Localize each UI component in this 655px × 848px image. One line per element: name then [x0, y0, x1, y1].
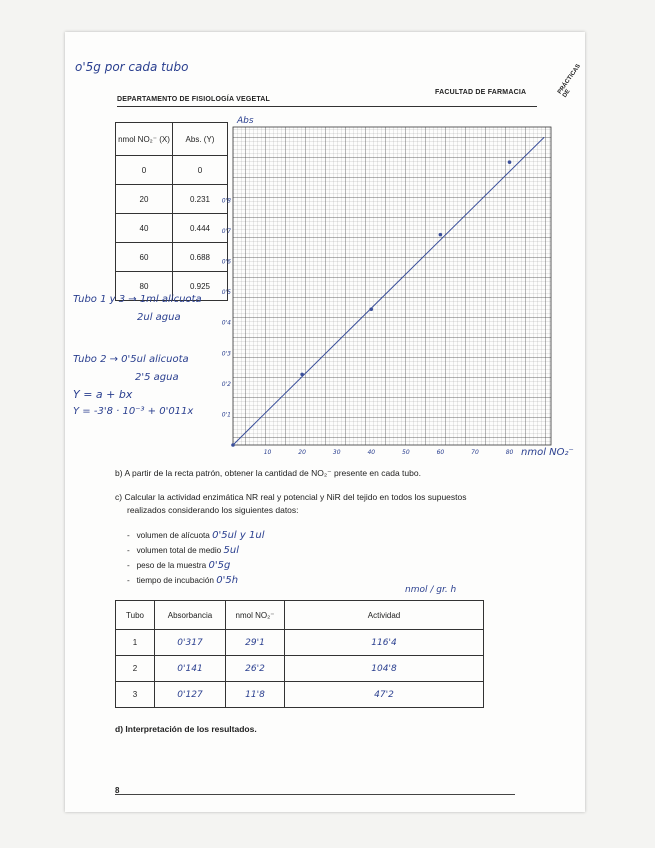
question-c-line1: c) Calcular la actividad enzimática NR real y potencial y NiR del tejido en todos los supuestos [115, 492, 467, 502]
x-tick-label: 50 [402, 449, 410, 456]
std-cell: 0.231 [173, 185, 228, 214]
table-row [116, 243, 228, 272]
data-point [508, 160, 512, 164]
question-d: d) Interpretación de los resultados. [115, 724, 257, 734]
res-header: Absorbancia [155, 601, 226, 630]
document-page [65, 32, 585, 812]
std-cell: 0 [173, 156, 228, 185]
question-c-line2: realizados considerando los siguientes datos: [127, 505, 299, 515]
equation-general: Y = a + bx [73, 388, 133, 401]
bullet-label: volumen total de medio [136, 546, 222, 555]
corner-label: PRÁCTICAS DE [557, 63, 582, 99]
list-item: - tiempo de incubación 0'5h [127, 575, 239, 586]
note-tubo2-line2: 2'5 agua [135, 372, 179, 383]
x-tick-label: 30 [332, 449, 341, 456]
std-cell: 80 [116, 272, 173, 301]
bullet-value: 5ul [223, 545, 239, 556]
list-item: - volumen total de medio 5ul [127, 545, 239, 556]
y-tick-label: 0'1 [221, 411, 231, 419]
x-tick-label: 20 [298, 449, 306, 456]
std-cell: 40 [116, 214, 173, 243]
table-row [116, 214, 228, 243]
header-rule [117, 106, 537, 107]
res-cell: 3 [116, 682, 155, 708]
res-cell: 104'8 [285, 656, 484, 682]
x-tick-label: 80 [505, 449, 514, 456]
y-tick-label: 0'5 [221, 289, 231, 297]
std-header-y: Abs. (Y) [173, 123, 228, 156]
x-tick-label: 40 [367, 449, 376, 456]
res-cell: 47'2 [285, 682, 484, 708]
list-item: - volumen de alícuota 0'5ul y 1ul [127, 530, 265, 541]
table-row [116, 630, 484, 656]
results-table [115, 600, 484, 708]
y-tick-label: 0'8 [221, 197, 231, 205]
faculty-header: FACULTAD DE FARMACIA [435, 89, 527, 96]
table-row [116, 185, 228, 214]
res-cell: 2 [116, 656, 155, 682]
note-tubo13-line2: 2ul agua [137, 312, 181, 323]
res-cell: 1 [116, 630, 155, 656]
y-tick-label: 0'2 [221, 380, 231, 388]
std-cell: 20 [116, 185, 173, 214]
equation-fitted: Y = -3'8 · 10⁻³ + 0'011x [73, 406, 194, 417]
data-point [439, 233, 443, 237]
bullet-label: peso de la muestra [136, 561, 207, 570]
res-header: Actividad [285, 601, 484, 630]
question-b: b) A partir de la recta patrón, obtener la cantidad de NO₂⁻ presente en cada tubo. [115, 468, 421, 478]
std-cell: 0.925 [173, 272, 228, 301]
std-cell: 0.688 [173, 243, 228, 272]
y-tick-label: 0'6 [221, 258, 231, 266]
res-cell: 29'1 [226, 630, 285, 656]
bullet-value: 0'5ul y 1ul [212, 530, 265, 541]
res-cell: 26'2 [226, 656, 285, 682]
bullet-value: 0'5h [216, 575, 239, 586]
table-row [116, 656, 484, 682]
department-header: DEPARTAMENTO DE FISIOLOGÍA VEGETAL [117, 96, 271, 103]
standard-table [115, 122, 228, 301]
data-point [300, 373, 304, 377]
std-cell: 60 [116, 243, 173, 272]
std-cell: 0 [116, 156, 173, 185]
table-row [116, 682, 484, 708]
table-row [116, 156, 228, 185]
y-tick-label: 0'7 [221, 227, 231, 235]
x-axis-label: nmol NO₂⁻ [521, 447, 574, 458]
std-header-x: nmol NO₂⁻ (X) [116, 123, 173, 156]
x-tick-label: 10 [263, 449, 272, 456]
std-cell: 0.444 [173, 214, 228, 243]
res-cell: 0'317 [155, 630, 226, 656]
handwritten-top-note: o'5g por cada tubo [75, 60, 189, 74]
activity-unit-note: nmol / gr. h [405, 585, 457, 595]
x-tick-label: 60 [436, 449, 445, 456]
res-header: Tubo [116, 601, 155, 630]
page-number: 8 [115, 786, 120, 795]
bullet-label: tiempo de incubación [136, 576, 214, 585]
res-cell: 0'127 [155, 682, 226, 708]
bullet-label: volumen de alícuota [136, 531, 210, 540]
footer-rule [115, 794, 515, 795]
data-point [369, 307, 373, 311]
y-axis-label: Abs [237, 116, 254, 126]
bullet-value: 0'5g [208, 560, 231, 571]
note-tubo2-line1: Tubo 2 → 0'5ul alicuota [73, 354, 189, 365]
res-cell: 0'141 [155, 656, 226, 682]
res-header: nmol NO₂⁻ [226, 601, 285, 630]
note-tubo13-line1: Tubo 1 y 3 → 1ml alicuota [73, 294, 202, 305]
calibration-chart [221, 116, 574, 458]
x-tick-label: 70 [471, 449, 479, 456]
y-tick-label: 0'4 [221, 319, 231, 327]
res-cell: 11'8 [226, 682, 285, 708]
res-cell: 116'4 [285, 630, 484, 656]
data-point [231, 443, 235, 447]
y-tick-label: 0'3 [221, 350, 231, 358]
list-item: - peso de la muestra 0'5g [127, 560, 231, 571]
